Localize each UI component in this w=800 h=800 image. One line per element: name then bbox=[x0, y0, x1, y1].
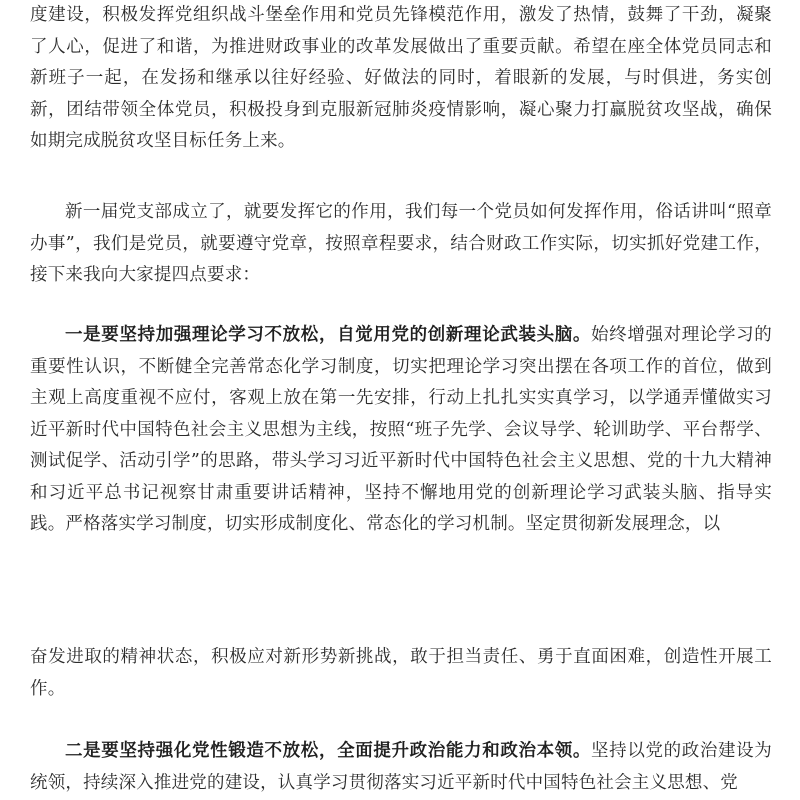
paragraph-text: 坚持以党的政治建设为统领，持续深入推进党的建设，认真学习贯彻落实习近平新时代中国特色社会主义思想、党 bbox=[30, 741, 772, 793]
paragraph-party-building-summary bbox=[30, 0, 772, 158]
paragraph-text: 奋发进取的精神状态，积极应对新形势新挑战，敢于担当责任、勇于直面困难，创造性开展工作。 bbox=[30, 647, 772, 699]
paragraph-continuation bbox=[30, 642, 772, 705]
paragraph-requirement-one bbox=[30, 320, 772, 541]
paragraph-text: 始终增强对理论学习的重要性认识，不断健全完善常态化学习制度，切实把理论学习突出摆在各项工作的首位，做到主观上高度重视不应付，客观上放在第一先安排，行动上扎扎实实真学习，以学通弄懂做实习近平新时代中国特色社会主义思想为主线，按照“班子先学、会议导学、轮训助学、平台帮学、测试促学、活动引学”的思路，带头学习习近平新时代中国特色社会主义思想、党的十九大精神和习近平总书记视察甘肃重要讲话精神，坚持不懈地用党的创新理论学习武装头脑、指导实践。严格落实学习制度，切实形成制度化、常态化的学习机制。坚定贯彻新发展理念，以 bbox=[30, 325, 772, 534]
paragraph-new-branch-intro bbox=[30, 197, 772, 292]
paragraph-text: 度建设，积极发挥党组织战斗堡垒作用和党员先锋模范作用，激发了热情，鼓舞了干劲，凝聚了人心，促进了和谐，为推进财政事业的改革发展做出了重要贡献。希望在座全体党员同志和新班子一起，在发扬和继承以往好经验、好做法的同时，着眼新的发展，与时俱进，务实创新，团结带领全体党员，积极投身到克服新冠肺炎疫情影响，凝心聚力打赢脱贫攻坚战，确保如期完成脱贫攻坚目标任务上来。 bbox=[30, 5, 772, 151]
paragraph-requirement-two bbox=[30, 736, 772, 799]
paragraph-text: 新一届党支部成立了，就要发挥它的作用，我们每一个党员如何发挥作用，俗话讲叫“照章办事”，我们是党员，就要遵守党章，按照章程要求，结合财政工作实际，切实抓好党建工作，接下来我向大家提四点要求： bbox=[30, 202, 772, 285]
requirement-heading: 一是要坚持加强理论学习不放松，自觉用党的创新理论武装头脑。 bbox=[65, 325, 592, 345]
requirement-heading: 二是要坚持强化党性锻造不放松，全面提升政治能力和政治本领。 bbox=[65, 741, 592, 761]
